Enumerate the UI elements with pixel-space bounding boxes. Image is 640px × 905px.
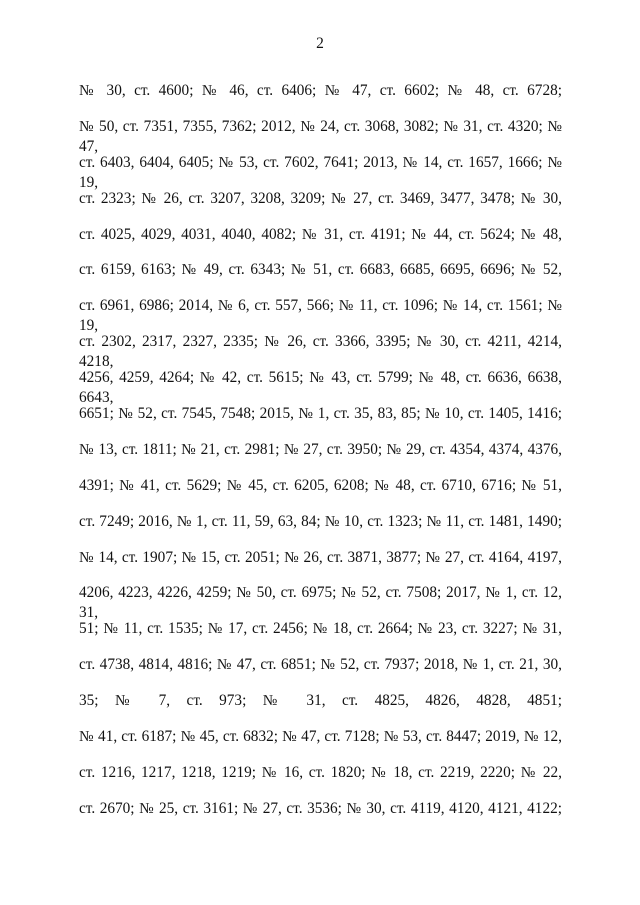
text-line-13: ст. 7249; 2016, № 1, ст. 11, 59, 63, 84; № 10, ст. 1323; № 11, ст. 1481, 1490; xyxy=(79,512,562,530)
page-number: 2 xyxy=(316,35,324,52)
text-line-8: ст. 2302, 2317, 2327, 2335; № 26, ст. 3366, 3395; № 30, ст. 4211, 4214, 4218, xyxy=(79,333,562,371)
document-body xyxy=(79,81,562,835)
text-line-7: ст. 6961, 6986; 2014, № 6, ст. 557, 566; № 11, ст. 1096; № 14, ст. 1561; № 19, xyxy=(79,297,562,335)
text-line-10: 6651; № 52, ст. 7545, 7548; 2015, № 1, ст. 35, 83, 85; № 10, ст. 1405, 1416; xyxy=(79,405,562,423)
text-line-3: ст. 6403, 6404, 6405; № 53, ст. 7602, 7641; 2013, № 14, ст. 1657, 1666; № 19, xyxy=(79,153,562,191)
text-line-17: ст. 4738, 4814, 4816; № 47, ст. 6851; № 52, ст. 7937; 2018, № 1, ст. 21, 30, xyxy=(79,656,562,674)
text-line-5: ст. 4025, 4029, 4031, 4040, 4082; № 31, ст. 4191; № 44, ст. 5624; № 48, xyxy=(79,225,562,243)
text-line-12: 4391; № 41, ст. 5629; № 45, ст. 6205, 6208; № 48, ст. 6710, 6716; № 51, xyxy=(79,476,562,494)
text-line-6: ст. 6159, 6163; № 49, ст. 6343; № 51, ст. 6683, 6685, 6695, 6696; № 52, xyxy=(79,261,562,279)
text-line-4: ст. 2323; № 26, ст. 3207, 3208, 3209; № 27, ст. 3469, 3477, 3478; № 30, xyxy=(79,189,562,207)
text-line-11: № 13, ст. 1811; № 21, ст. 2981; № 27, ст. 3950; № 29, ст. 4354, 4374, 4376, xyxy=(79,440,562,458)
text-line-9: 4256, 4259, 4264; № 42, ст. 5615; № 43, ст. 5799; № 48, ст. 6636, 6638, 6643, xyxy=(79,369,562,407)
text-line-14: № 14, ст. 1907; № 15, ст. 2051; № 26, ст. 3871, 3877; № 27, ст. 4164, 4197, xyxy=(79,548,562,566)
text-line-2: № 50, ст. 7351, 7355, 7362; 2012, № 24, ст. 3068, 3082; № 31, ст. 4320; № 47, xyxy=(79,117,562,155)
text-line-16: 51; № 11, ст. 1535; № 17, ст. 2456; № 18, ст. 2664; № 23, ст. 3227; № 31, xyxy=(79,620,562,638)
text-line-18: 35; № 7, ст. 973; № 31, ст. 4825, 4826, 4828, 4851; xyxy=(79,692,562,710)
text-line-1: № 30, ст. 4600; № 46, ст. 6406; № 47, ст. 6602; № 48, ст. 6728; xyxy=(79,82,562,99)
text-line-15: 4206, 4223, 4226, 4259; № 50, ст. 6975; № 52, ст. 7508; 2017, № 1, ст. 12, 31, xyxy=(79,584,562,622)
text-line-19: № 41, ст. 6187; № 45, ст. 6832; № 47, ст. 7128; № 53, ст. 8447; 2019, № 12, xyxy=(79,728,562,746)
text-line-20: ст. 1216, 1217, 1218, 1219; № 16, ст. 1820; № 18, ст. 2219, 2220; № 22, xyxy=(79,763,562,781)
text-line-21: ст. 2670; № 25, ст. 3161; № 27, ст. 3536; № 30, ст. 4119, 4120, 4121, 4122; xyxy=(79,799,562,817)
